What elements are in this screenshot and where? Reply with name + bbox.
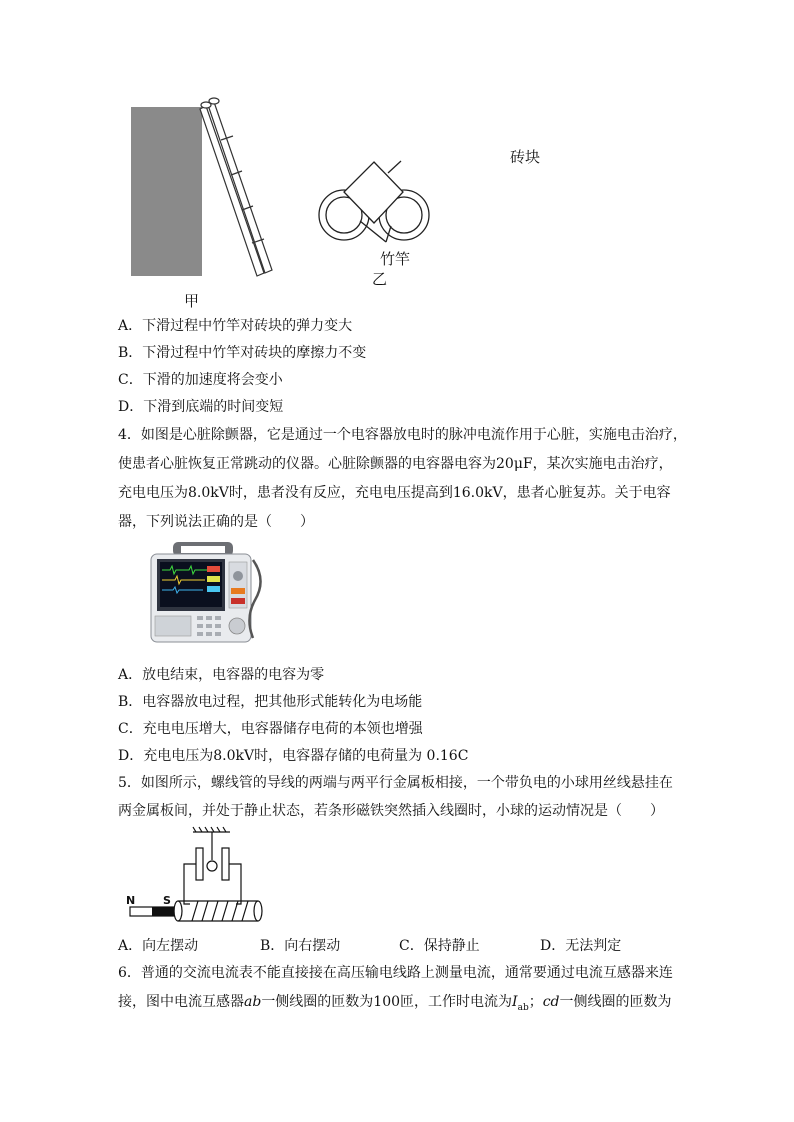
q3-option-d: D．下滑到底端的时间变短 — [118, 399, 284, 415]
magnet-north-label: N — [126, 894, 136, 907]
q4-stem-line-4: 器，下列说法正确的是（ ） — [118, 514, 314, 530]
q5-option-c: C．保持静止 — [399, 938, 480, 954]
figure-label-jia: 甲 — [184, 292, 200, 310]
current-subscript: ab — [517, 1002, 529, 1013]
q3-option-a: A．下滑过程中竹竿对砖块的弹力变大 — [118, 318, 353, 334]
q6-stem-line-1: 6．普通的交流电流表不能直接接在高压输电线路上测量电流，通常要通过电流互感器来连 — [118, 965, 673, 981]
magnet-south-label: S — [163, 894, 171, 907]
q5-stem-line-1: 5．如图所示，螺线管的导线的两端与两平行金属板相接，一个带负电的小球用丝线悬挂在 — [118, 775, 673, 791]
current-symbol: I — [512, 994, 518, 1010]
bamboo-poles — [200, 98, 272, 276]
q4-option-a: A．放电结束，电容器的电容为零 — [118, 667, 325, 683]
wall — [131, 107, 202, 276]
slide-figure — [118, 95, 448, 310]
q3-option-b: B．下滑过程中竹竿对砖块的摩擦力不变 — [118, 345, 367, 361]
q5-option-b: B．向右摆动 — [260, 938, 341, 954]
q6-text: 一侧线圈的匝数为 — [559, 994, 672, 1010]
coil-cd-label: cd — [542, 994, 560, 1010]
q5-stem-line-2: 两金属板间，并处于静止状态，若条形磁铁突然插入线圈时，小球的运动情况是（ ） — [118, 803, 664, 819]
figure-label-yi: 乙 — [372, 270, 388, 288]
q4-stem-line-1: 4．如图是心脏除颤器，它是通过一个电容器放电时的脉冲电流作用于心脏，实施电击治疗， — [118, 427, 687, 443]
q4-stem-line-2: 使患者心脏恢复正常跳动的仪器。心脏除颤器的电容器电容为20μF，某次实施电击治疗， — [118, 456, 673, 472]
q4-option-b: B．电容器放电过程，把其他形式能转化为电场能 — [118, 694, 423, 710]
q4-option-c: C．充电电压增大，电容器储存电荷的本领也增强 — [118, 721, 423, 737]
q6-text: ； — [528, 994, 543, 1010]
q5-option-a: A．向左摆动 — [118, 938, 199, 954]
defibrillator-image — [145, 540, 270, 648]
q5-option-d: D．无法判定 — [540, 938, 622, 954]
q4-option-d: D．充电电压为8.0kV时，电容器存储的电荷量为 0.16C — [118, 748, 469, 764]
q6-text: 一侧线圈的匝数为100匝，工作时电流为 — [261, 994, 513, 1010]
q3-option-c: C．下滑的加速度将会变小 — [118, 372, 283, 388]
pole-label: 竹竿 — [380, 250, 411, 268]
q4-stem-line-3: 充电电压为8.0kV时，患者没有反应，充电电压提高到16.0kV，患者心脏复苏。关于电容 — [118, 485, 671, 501]
solenoid-figure — [118, 826, 278, 926]
q6-text: 接，图中电流互感器 — [118, 994, 244, 1010]
brick-label: 砖块 — [510, 148, 541, 166]
q6-stem-line-2 — [118, 991, 672, 1019]
coil-ab-label: ab — [244, 994, 262, 1010]
cross-section — [319, 161, 429, 242]
